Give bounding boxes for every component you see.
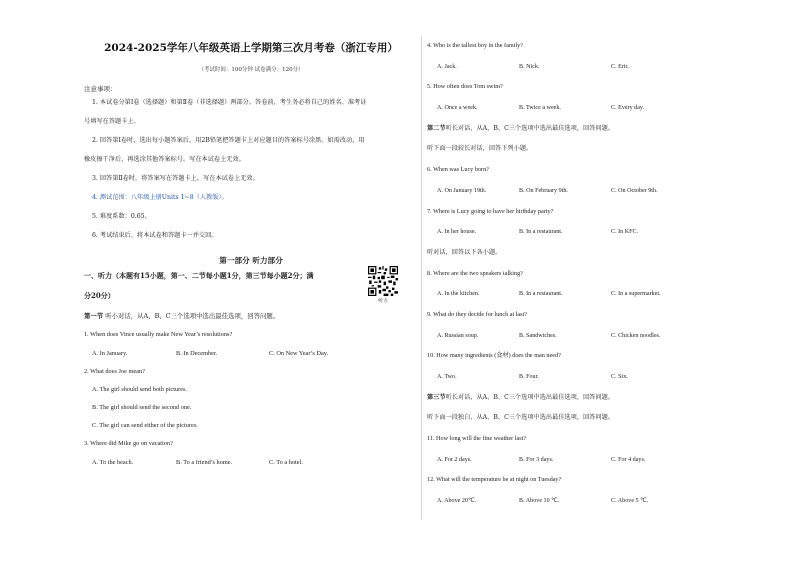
answer-option[interactable]: B. On February 9th.	[519, 187, 568, 194]
listening-heading	[84, 266, 366, 306]
option-row	[427, 450, 727, 471]
answer-option[interactable]: C. The girl can send either of the pictures.	[92, 422, 198, 429]
question-text: 2. What does Joe mean?	[84, 368, 145, 375]
note-item	[84, 131, 418, 150]
note-number: 5.	[92, 213, 98, 220]
answer-option[interactable]: C. Eric.	[611, 63, 630, 70]
answer-option[interactable]: B. In a restaurant.	[519, 291, 563, 298]
note-text: 本试卷分第Ⅰ卷（选择题）和第Ⅱ卷（非选择题）两部分。答卷前，考生务必将自己的姓名、准考证	[99, 99, 367, 106]
part-heading	[427, 119, 727, 140]
option-row	[427, 367, 727, 388]
note-number: 6.	[92, 232, 98, 239]
note-continuation: 号填写在答题卡上。	[84, 118, 140, 125]
answer-option[interactable]: B. In a restaurant.	[519, 229, 563, 236]
option-row	[427, 284, 727, 305]
note-item	[84, 93, 418, 112]
note-number: 3.	[92, 175, 98, 182]
note-text: 回答第Ⅱ卷时，将答案写在答题卡上。写在本试卷上无效。	[99, 175, 259, 182]
option-row	[84, 459, 418, 466]
right-question-list	[427, 36, 727, 512]
answer-option[interactable]: C. For 4 days.	[611, 456, 646, 463]
question-text: 12. What will the temperature be at night on Tuesday?	[427, 476, 562, 484]
answer-option[interactable]: B. Four.	[519, 374, 539, 380]
qr-code-label: 听力	[378, 299, 388, 304]
listening-heading-line1: 一、听力（本题有15小题，第一、二节每小题1分，第三节每小题2分；满	[84, 271, 314, 280]
part-heading-bold: 第二节	[427, 124, 446, 132]
left-column	[84, 36, 418, 466]
question-text: 7. Where is Lucy going to have her birthday party?	[427, 207, 554, 215]
answer-option[interactable]: C. Chicken noodles.	[611, 332, 661, 339]
answer-option[interactable]: A. In the kitchen.	[437, 291, 480, 298]
question-text: 5. How often does Tom swim?	[427, 83, 503, 91]
note-continuation: 橡皮擦干净后，再选涂其他答案标号。写在本试卷上无效。	[84, 156, 245, 163]
left-question-list	[84, 331, 418, 466]
option-row	[427, 326, 727, 347]
answer-option[interactable]: B. The girl should send the second one.	[92, 404, 192, 411]
answer-option[interactable]: B. In December.	[176, 350, 218, 357]
qr-code-icon	[368, 266, 398, 296]
answer-option[interactable]: A. Above 20℃.	[437, 498, 477, 505]
answer-option[interactable]: B. Above 10 ℃.	[519, 498, 560, 505]
exam-subtitle: （考试时间：100分钟 试卷满分：120分）	[198, 67, 304, 73]
qr-code[interactable]	[366, 266, 400, 304]
answer-option[interactable]: A. On January 19th.	[437, 187, 487, 194]
option-row	[427, 98, 727, 119]
answer-option[interactable]: B. Nick.	[519, 63, 540, 70]
listening-heading-line2: 分20分）	[84, 291, 115, 300]
column-divider	[421, 36, 422, 520]
answer-option[interactable]: C. Above 5 ℃.	[611, 498, 649, 505]
part-heading-text: 听长对话，从A、B、C三个选项中选出最佳选项，回答问题。	[445, 124, 614, 132]
notes-list	[84, 93, 418, 245]
answer-option[interactable]: C. On October 9th.	[611, 187, 658, 194]
note-number: 1.	[92, 99, 98, 106]
part-heading-text: 听长对话，从A、B、C三个选项中选出最佳选项，回答问题。	[445, 393, 614, 401]
question-text: 3. Where did Mike go on vacation?	[84, 440, 173, 447]
answer-option[interactable]: C. To a hotel.	[269, 459, 303, 466]
option-row	[427, 491, 727, 512]
answer-option[interactable]: A. Two.	[437, 374, 457, 380]
part1-heading-bold: 第一节	[84, 312, 104, 320]
option-row	[427, 222, 727, 243]
question-text: 11. How long will the fine weather last?	[427, 435, 527, 443]
note-item	[84, 226, 418, 245]
note-number: 2.	[92, 137, 98, 144]
answer-option[interactable]: A. The girl should send both pictures.	[92, 386, 188, 393]
note-text: 回答第Ⅰ卷时，选出每小题答案后，用2B铅笔把答题卡上对应题目的答案标号涂黑。如需改动，用	[99, 137, 365, 144]
instruction-text: 听对话，回答以下各小题。	[427, 248, 502, 256]
exam-title: 2024-2025学年八年级英语上学期第三次月考卷（浙江专用）	[104, 42, 398, 54]
answer-option[interactable]: A. For 2 days.	[437, 456, 472, 463]
answer-option[interactable]: A. Jack.	[437, 63, 457, 70]
answer-option[interactable]: B. Sandwiches.	[519, 332, 557, 339]
answer-option[interactable]: B. Twice a week.	[519, 105, 561, 112]
answer-option[interactable]: C. Every day.	[611, 105, 645, 112]
note-item	[84, 207, 418, 226]
answer-option[interactable]: A. In her house.	[437, 229, 477, 236]
note-text: 测试范围：八年级上册Units 1~8（人教版）。	[99, 194, 228, 201]
answer-option[interactable]: C. In a supermarket.	[611, 291, 661, 298]
notes-heading: 注意事项：	[84, 85, 117, 93]
option-row	[427, 57, 727, 78]
answer-option[interactable]: C. On New Year’s Day.	[269, 350, 329, 357]
right-column	[427, 36, 727, 512]
note-text: 难度系数：0.65。	[99, 213, 151, 220]
answer-option[interactable]: A. Russian soup.	[437, 332, 479, 339]
question-text: 6. When was Lucy born?	[427, 166, 489, 174]
note-number: 4.	[92, 194, 98, 201]
question-text: 1. When does Vince usually make New Year’s resolutions?	[84, 331, 233, 338]
listening-header-block	[84, 266, 418, 306]
note-item	[84, 169, 418, 188]
instruction-text: 听下面一段独白，从A、B、C三个选项中选出最佳选项，回答问题。	[427, 414, 614, 422]
answer-option[interactable]: A. Once a week.	[437, 105, 478, 112]
instruction-text: 听下面一段较长对话，回答下列小题。	[427, 145, 533, 153]
answer-option[interactable]: B. For 3 days.	[519, 456, 554, 463]
answer-option[interactable]: C. In KFC.	[611, 229, 639, 236]
part1-heading	[84, 311, 418, 320]
option-row	[427, 181, 727, 202]
answer-option[interactable]: A. To the beach.	[92, 459, 134, 466]
note-item	[84, 188, 418, 207]
section-title: 第一部分 听力部分	[219, 256, 283, 265]
question-text: 9. What do they decide for lunch at last?	[427, 310, 528, 318]
part1-heading-text: 听小对话，从A、B、C三个选项中选出最佳选项，回答问题。	[105, 312, 280, 320]
option-row	[84, 350, 418, 357]
question-text: 8. Where are the two speakers talking?	[427, 269, 523, 277]
part-heading	[427, 388, 727, 409]
answer-option[interactable]: B. To a friend’s home.	[176, 459, 233, 466]
note-text: 考试结束后，将本试卷和答题卡一并交回。	[99, 232, 218, 239]
part-heading-bold: 第三节	[427, 393, 446, 401]
answer-option[interactable]: A. In January.	[92, 350, 128, 357]
question-text: 10. How many ingredients (食材) does the man need?	[427, 352, 561, 360]
answer-option[interactable]: C. Six.	[611, 374, 628, 380]
question-text: 4. Who is the tallest boy in the family?	[427, 42, 523, 49]
